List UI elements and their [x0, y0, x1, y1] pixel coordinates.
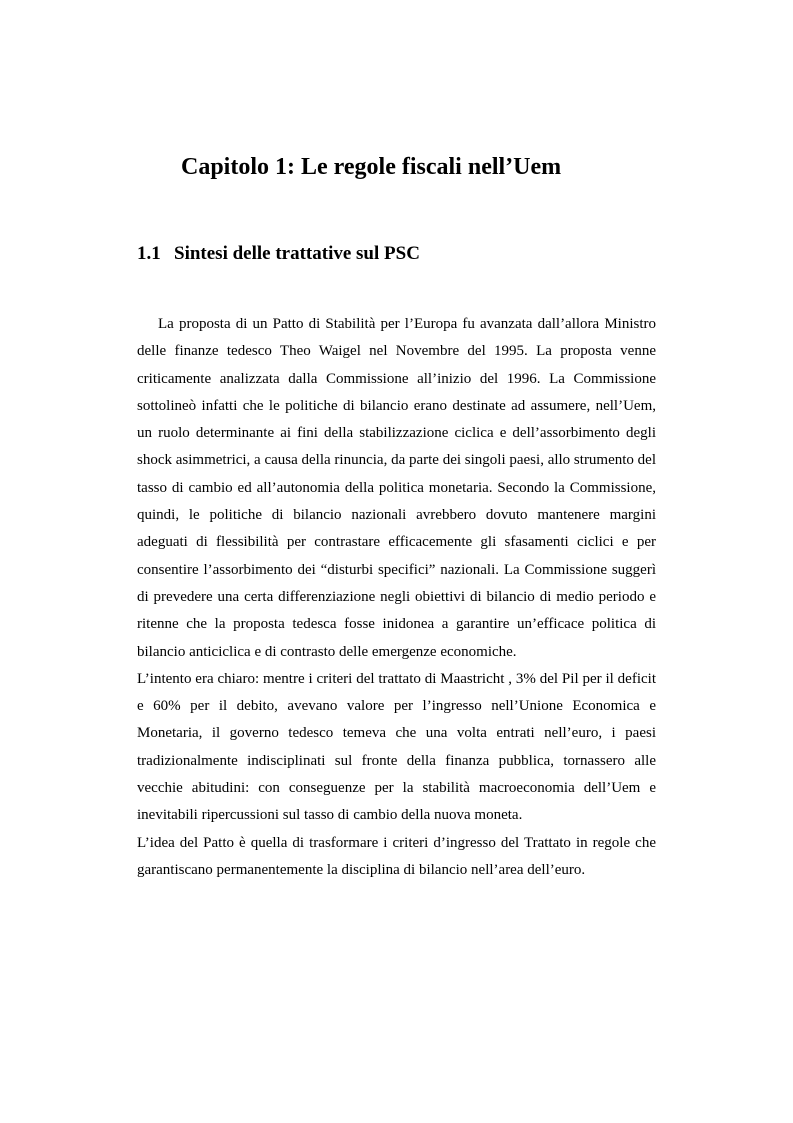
paragraph-3: L’idea del Patto è quella di trasformare i criteri d’ingresso del Trattato in regole che garantiscano permanentemente la disciplina di bilancio nell’area dell’euro. [137, 834, 656, 878]
paragraph-1: La proposta di un Patto di Stabilità per l’Europa fu avanzata dall’allora Ministro delle finanze tedesco Theo Waigel nel Novembre del 1995. La proposta venne criticamente analizzata dalla Commissione all’inizio del 1996. La Commissione sottolineò infatti che le politiche di bilancio erano destinate ad assumere, nell’Uem, un ruolo determinante ai fini della stabilizzazione ciclica e dell’assorbimento degli shock asimmetrici, a causa della rinuncia, da parte dei singoli paesi, allo strumento del tasso di cambio ed all’autonomia della politica monetaria. Secondo la Commissione, quindi, le politiche di bilancio nazionali avrebbero dovuto mantenere margini adeguati di flessibilità per contrastare efficacemente gli sfasamenti ciclici e per consentire l’assorbimento dei “disturbi specifici” nazionali. La Commissione suggerì di prevedere una certa differenziazione negli obiettivi di bilancio di medio periodo e ritenne che la proposta tedesca fosse inidonea a garantire un’efficace politica di bilancio anticiclica e di contrasto delle emergenze economiche. [137, 316, 657, 660]
body-text [137, 311, 656, 884]
section-number: 1.1 [137, 243, 161, 264]
section-title: Sintesi delle trattative sul PSC [174, 243, 420, 264]
section-heading [137, 240, 420, 268]
chapter-title: Capitolo 1: Le regole fiscali nell’Uem [181, 154, 562, 180]
paragraph-2: L’intento era chiaro: mentre i criteri del trattato di Maastricht , 3% del Pil per il deficit e 60% per il debito, avevano valore per l’ingresso nell’Unione Economica e Monetaria, il governo tedesco temeva che una volta entrati nell’euro, i paesi tradizionalmente indisciplinati sul fronte della finanza pubblica, tornassero alle vecchie abitudini: con conseguenze per la stabilità macroeconomia dell’Uem e inevitabili ripercussioni sul tasso di cambio della nuova moneta. [137, 670, 656, 824]
